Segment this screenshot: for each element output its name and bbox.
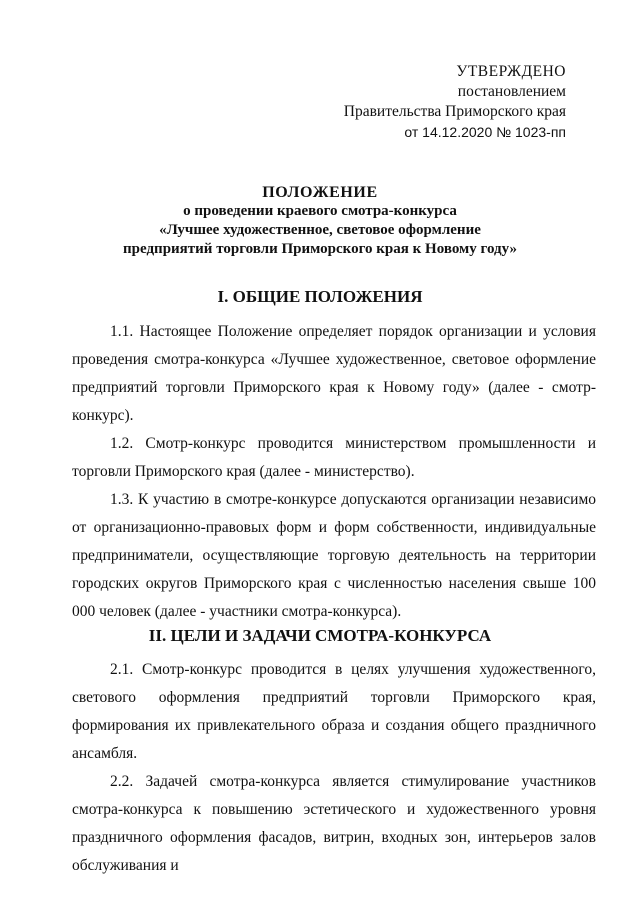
document-title-line: предприятий торговли Приморского края к Новому году» (123, 241, 517, 257)
section-heading-goals: II. ЦЕЛИ И ЗАДАЧИ СМОТРА-КОНКУРСА (148, 626, 492, 645)
paragraph: 1.2. Смотр-конкурс проводится министерством промышленности и торговли Приморского края (далее - министерство). (72, 435, 596, 480)
approval-date: от 14.12.2020 № 1023-пп (404, 124, 566, 140)
section-body-goals (72, 656, 596, 880)
document-title-line: о проведении краевого смотра-конкурса (183, 203, 457, 219)
approval-stamp (344, 62, 566, 142)
paragraph: 1.3. К участию в смотре-конкурсе допускаются организации независимо от организационно-правовых форм и форм собственности, индивидуальные предприниматели, осуществляющие торговую деятельность на территории городских округов Приморского края с численностью населения свыше 100 000 человек (далее - участники смотра-конкурса). (72, 491, 596, 620)
paragraph: 2.2. Задачей смотра-конкурса является стимулирование участников смотра-конкурса к повышению эстетического и художественного уровня праздничного оформления фасадов, витрин, входных зон, интерьеров залов обслуживания и (72, 773, 596, 874)
paragraph: 2.1. Смотр-конкурс проводится в целях улучшения художественного, светового оформления предприятий торговли Приморского края, формирования их привлекательного образа и создания общего праздничного ансамбля. (72, 661, 596, 762)
approval-title: УТВЕРЖДЕНО (456, 63, 566, 80)
document-title (0, 183, 640, 259)
document-title-line: «Лучшее художественное, световое оформление (159, 222, 481, 238)
document-title-main: ПОЛОЖЕНИЕ (262, 184, 378, 201)
section-body-general (72, 318, 596, 626)
approval-authority: Правительства Приморского края (343, 103, 566, 120)
approval-line: постановлением (457, 83, 566, 100)
section-heading-general: I. ОБЩИЕ ПОЛОЖЕНИЯ (217, 287, 423, 306)
paragraph: 1.1. Настоящее Положение определяет порядок организации и условия проведения смотра-конкурса «Лучшее художественное, световое оформление предприятий торговли Приморского края к Новому году» (далее - смотр-конкурс). (72, 323, 596, 424)
